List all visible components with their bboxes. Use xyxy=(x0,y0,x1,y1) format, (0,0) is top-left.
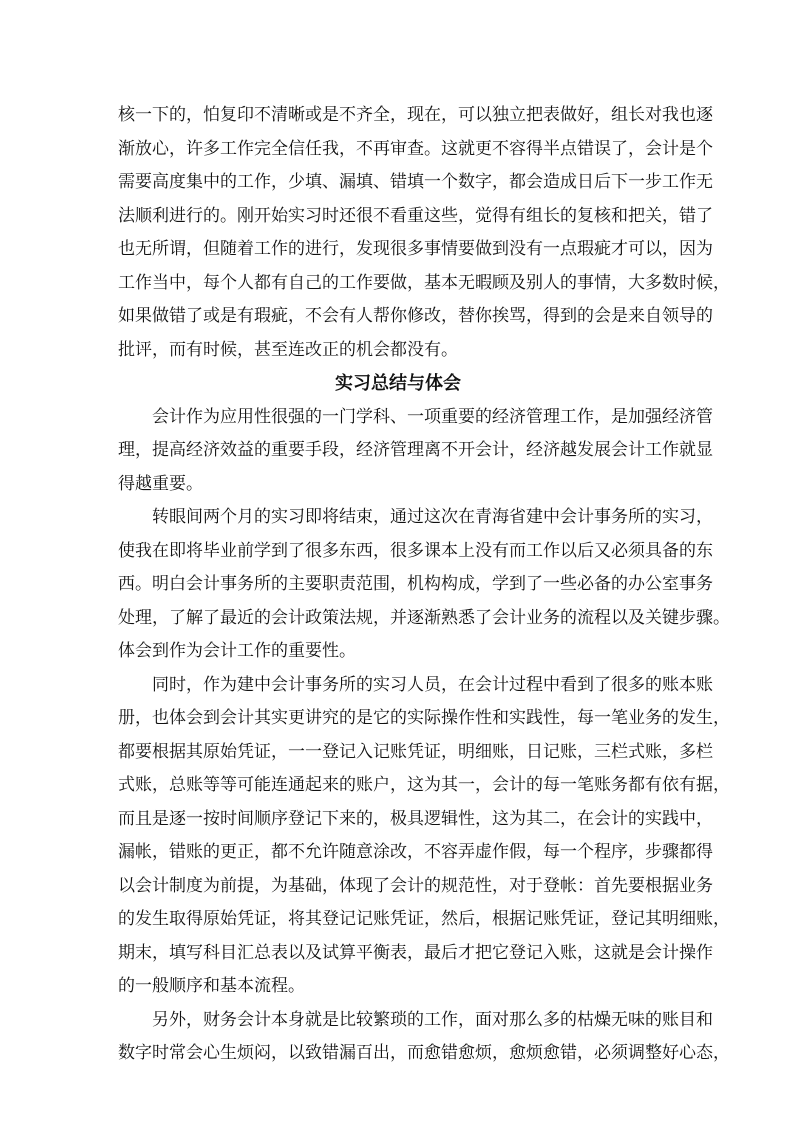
text-line: 批评，而有时候，甚至连改正的机会都没有。 xyxy=(118,339,458,360)
paragraph-mindset xyxy=(118,1004,730,1071)
text-line: 都要根据其原始凭证，一一登记入记账凭证，明细账，日记账，三栏式账，多栏 xyxy=(118,741,713,762)
text-line: 会计作为应用性很强的一门学科、一项重要的经济管理工作，是加强经济管 xyxy=(152,406,713,427)
text-line: 的发生取得原始凭证，将其登记记账凭证，然后，根据记账凭证，登记其明细账， xyxy=(118,909,730,929)
paragraph-internship xyxy=(118,501,730,669)
text-line: 体会到作为会计工作的重要性。 xyxy=(118,641,356,661)
text-line: 另外，财务会计本身就是比较繁琐的工作，面对那么多的枯燥无味的账目和 xyxy=(152,1009,713,1030)
text-line: 式账，总账等等可能连通起来的账户，这为其一，会计的每一笔账务都有依有据， xyxy=(118,775,730,795)
text-line: 理，提高经济效益的重要手段，经济管理离不开会计，经济越发展会计工作就显 xyxy=(118,440,713,460)
text-line: 同时，作为建中会计事务所的实习人员，在会计过程中看到了很多的账本账 xyxy=(152,674,713,695)
text-line: 而且是逐一按时间顺序登记下来的，极具逻辑性，这为其二，在会计的实践中， xyxy=(118,808,713,829)
text-line: 漏帐，错账的更正，都不允许随意涂改，不容弄虚作假，每一个程序，步骤都得 xyxy=(118,842,713,862)
text-line: 册，也体会到会计其实更讲究的是它的实际操作性和实践性，每一笔业务的发生， xyxy=(118,708,730,728)
text-line: 核一下的，怕复印不清晰或是不齐全，现在，可以独立把表做好，组长对我也逐 xyxy=(118,105,713,125)
text-line: 渐放心，许多工作完全信任我，不再审查。这就更不容得半点错误了，会计是个 xyxy=(118,138,713,159)
text-line: 工作当中，每个人都有自己的工作要做，基本无暇顾及别人的事情，大多数时候， xyxy=(118,272,730,293)
text-line: 的一般顺序和基本流程。 xyxy=(118,976,305,996)
text-line: 也无所谓，但随着工作的进行，发现很多事情要做到没有一点瑕疵才可以，因为 xyxy=(118,239,713,259)
text-line: 得越重要。 xyxy=(118,473,203,494)
text-line: 法顺利进行的。刚开始实习时还很不看重这些，觉得有组长的复核和把关，错了 xyxy=(118,205,713,226)
section-title: 实习总结与体会 xyxy=(335,373,461,394)
text-line: 如果做错了或是有瑕疵，不会有人帮你修改，替你挨骂，得到的会是来自领导的 xyxy=(118,306,713,326)
intro-paragraph xyxy=(118,99,730,367)
text-line: 处理，了解了最近的会计政策法规，并逐渐熟悉了会计业务的流程以及关键步骤。 xyxy=(118,607,730,628)
document-page xyxy=(118,99,730,1071)
text-line: 数字时常会心生烦闷，以致错漏百出，而愈错愈烦，愈烦愈错，必须调整好心态， xyxy=(118,1043,730,1063)
text-line: 使我在即将毕业前学到了很多东西，很多课本上没有而工作以后又必须具备的东 xyxy=(118,540,713,561)
text-line: 期末，填写科目汇总表以及试算平衡表，最后才把它登记入账，这就是会计操作 xyxy=(118,942,713,963)
paragraph-practice xyxy=(118,669,730,1004)
text-line: 西。明白会计事务所的主要职责范围，机构构成，学到了一些必备的办公室事务 xyxy=(118,574,713,594)
text-line: 转眼间两个月的实习即将结束，通过这次在青海省建中会计事务所的实习， xyxy=(152,507,713,527)
text-line: 需要高度集中的工作，少填、漏填、错填一个数字，都会造成日后下一步工作无 xyxy=(118,172,713,192)
paragraph-importance xyxy=(118,401,713,502)
text-line: 以会计制度为前提，为基础，体现了会计的规范性，对于登帐：首先要根据业务 xyxy=(118,875,713,896)
